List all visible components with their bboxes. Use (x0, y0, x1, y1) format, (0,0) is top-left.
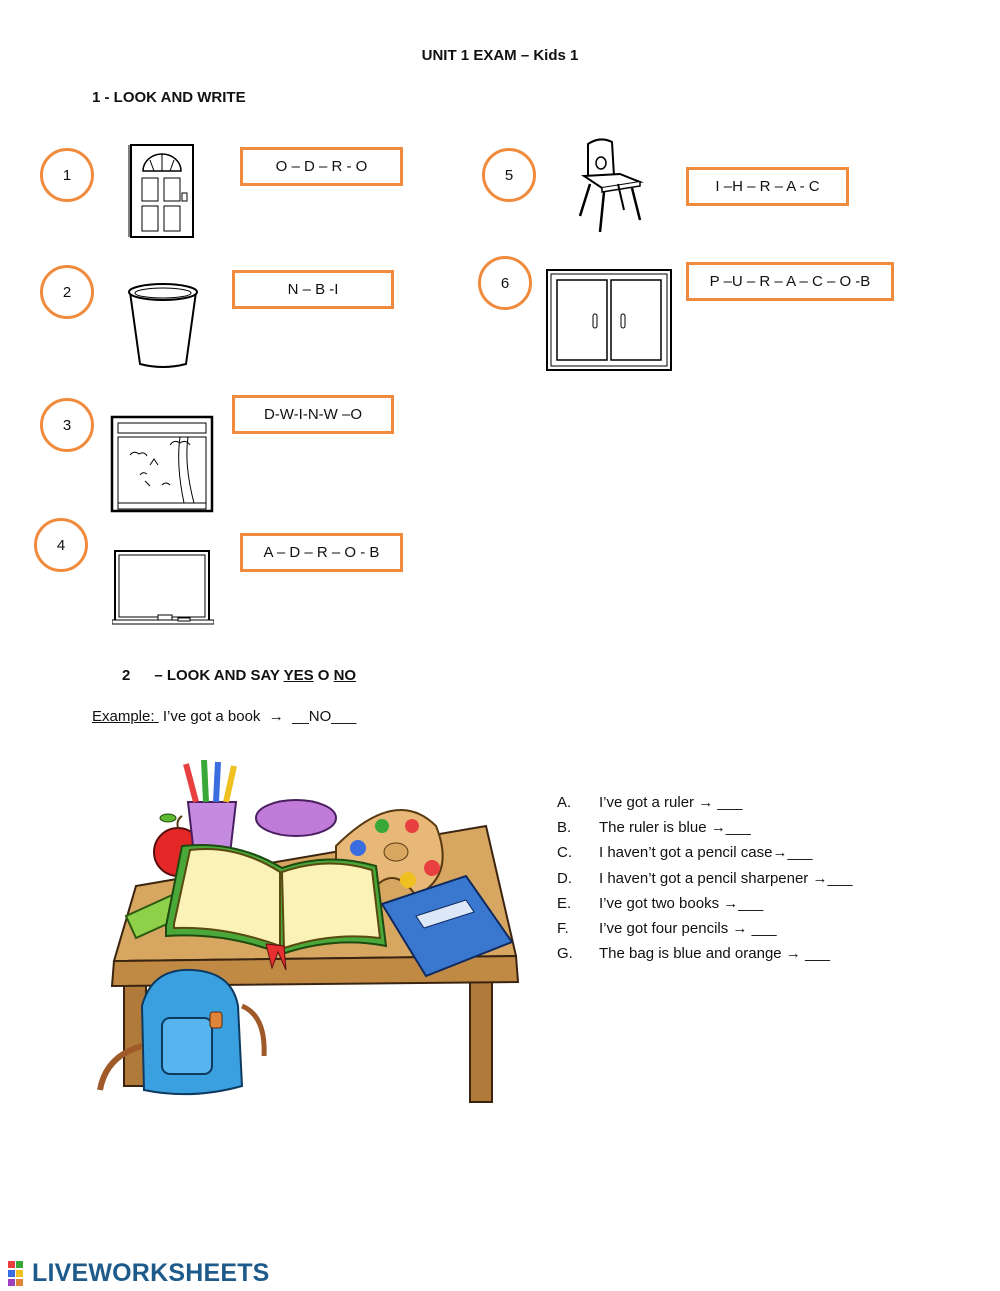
section2-heading-middle: O (313, 667, 334, 684)
item-number-1: 1 (40, 148, 94, 202)
question-b[interactable] (557, 815, 853, 840)
cupboard-icon (545, 268, 673, 372)
scramble-box-2[interactable]: N – B -I (232, 270, 394, 309)
liveworksheets-logo[interactable] (8, 1259, 270, 1288)
board-icon (112, 548, 214, 626)
window-icon (110, 415, 214, 513)
section1-heading: 1 - LOOK AND WRITE (92, 89, 246, 106)
question-a[interactable] (557, 790, 853, 815)
scramble-box-4[interactable]: A – D – R – O - B (240, 533, 403, 572)
question-text: The bag is blue and orange → ___ (599, 945, 830, 963)
logo-text: LIVEWORKSHEETS (32, 1259, 270, 1287)
bin-icon (126, 280, 200, 370)
question-letter: A. (557, 794, 572, 811)
example-text: I’ve got a book → __NO___ (158, 708, 357, 725)
logo-blocks-icon (8, 1261, 32, 1287)
item-number-4: 4 (34, 518, 88, 572)
no-word: NO (333, 667, 357, 684)
section2-heading-text: – LOOK AND SAY (154, 667, 284, 684)
item-number-6: 6 (478, 256, 532, 310)
door-icon (128, 143, 196, 239)
desk-illustration (96, 756, 526, 1106)
question-text: I haven’t got a pencil sharpener →___ (599, 869, 853, 887)
scramble-box-5[interactable]: I –H – R – A - C (686, 167, 849, 206)
question-f[interactable] (557, 916, 853, 941)
question-text: I’ve got four pencils → ___ (599, 920, 777, 938)
questions-list (557, 790, 853, 966)
question-letter: G. (557, 945, 573, 963)
question-text: I haven’t got a pencil case→___ (599, 844, 813, 862)
chair-icon (574, 136, 646, 236)
question-e[interactable] (557, 891, 853, 916)
example-label: Example: (92, 708, 159, 725)
item-number-5: 5 (482, 148, 536, 202)
page-title: UNIT 1 EXAM – Kids 1 (421, 47, 579, 64)
question-text: The ruler is blue →___ (599, 819, 751, 837)
question-letter: C. (557, 844, 572, 862)
yes-word: YES (283, 667, 314, 684)
item-number-2: 2 (40, 265, 94, 319)
question-c[interactable] (557, 840, 853, 865)
scramble-box-3[interactable]: D-W-I-N-W –O (232, 395, 394, 434)
item-number-3: 3 (40, 398, 94, 452)
question-d[interactable] (557, 866, 853, 891)
example-line (92, 708, 356, 725)
scramble-box-6[interactable]: P –U – R – A – C – O -B (686, 262, 894, 301)
question-text: I’ve got a ruler → ___ (599, 794, 743, 811)
section2-number: 2 (122, 667, 131, 684)
question-g[interactable] (557, 941, 853, 966)
question-letter: E. (557, 894, 572, 912)
question-letter: B. (557, 819, 572, 837)
question-letter: D. (557, 869, 572, 887)
scramble-box-1[interactable]: O – D – R - O (240, 147, 403, 186)
section2-heading (122, 667, 356, 684)
question-letter: F. (557, 920, 569, 938)
question-text: I’ve got two books →___ (599, 894, 764, 912)
